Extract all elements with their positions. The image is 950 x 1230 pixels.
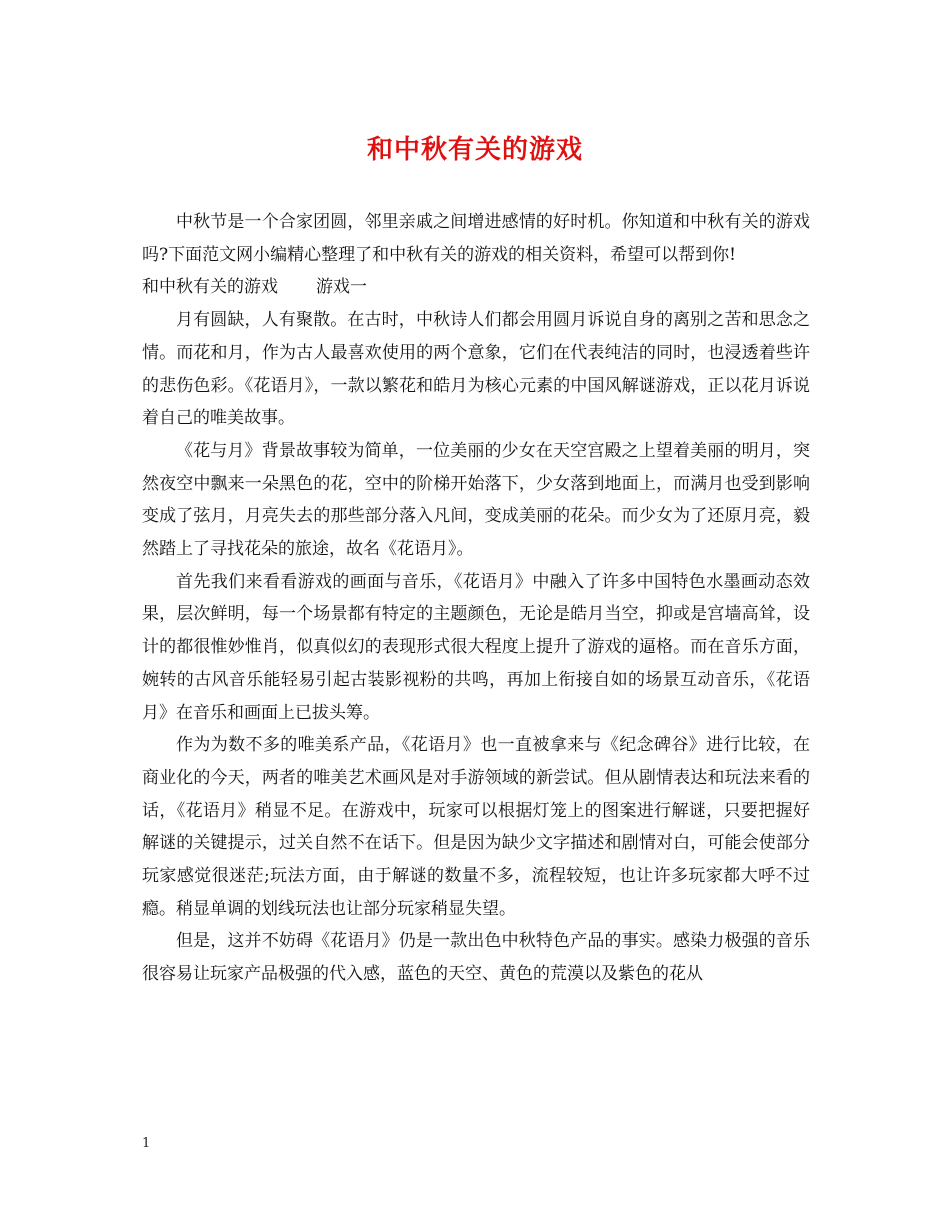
section-heading-title: 和中秋有关的游戏 xyxy=(142,277,278,298)
body-paragraph: 月有圆缺，人有聚散。在古时，中秋诗人们都会用圆月诉说自身的离别之苦和思念之情。而花和月，作为古人最喜欢使用的两个意象，它们在代表纯洁的同时，也浸透着些许的悲伤色彩。《花语月》，一款以繁花和皓月为核心元素的中国风解谜游戏，正以花月诉说着自己的唯美故事。 xyxy=(142,310,810,429)
body-paragraph: 但是，这并不妨碍《花语月》仍是一款出色中秋特色产品的事实。感染力极强的音乐很容易让玩家产品极强的代入感，蓝色的天空、黄色的荒漠以及紫色的花从 xyxy=(142,931,810,985)
document-body xyxy=(142,206,810,991)
page-number: 1 xyxy=(142,1136,151,1151)
body-paragraph: 《花与月》背景故事较为简单，一位美丽的少女在天空宫殿之上望着美丽的明月，突然夜空中飘来一朵黑色的花，空中的阶梯开始落下，少女落到地面上，而满月也受到影响变成了弦月，月亮失去的那些部分落入凡间，变成美丽的花朵。而少女为了还原月亮，毅然踏上了寻找花朵的旅途，故名《花语月》。 xyxy=(142,440,810,560)
body-paragraph: 作为为数不多的唯美系产品，《花语月》也一直被拿来与《纪念碑谷》进行比较，在商业化的今天，两者的唯美艺术画风是对手游领域的新尝试。但从剧情表达和玩法来看的话，《花语月》稍显不足。在游戏中，玩家可以根据灯笼上的图案进行解谜，只要把握好解谜的关键提示，过关自然不在话下。但是因为缺少文字描述和剧情对白，可能会使部分玩家感觉很迷茫;玩法方面，由于解谜的数量不多，流程较短，也让许多玩家都大呼不过瘾。稍显单调的划线玩法也让部分玩家稍显失望。 xyxy=(142,735,810,919)
section-heading-sub: 游戏一 xyxy=(316,277,367,298)
body-paragraph: 首先我们来看看游戏的画面与音乐，《花语月》中融入了许多中国特色水墨画动态效果，层次鲜明，每一个场景都有特定的主题颜色，无论是皓月当空，抑或是宫墙高耸，设计的都很惟妙惟肖，似真似幻的表现形式很大程度上提升了游戏的逼格。而在音乐方面，婉转的古风音乐能轻易引起古装影视粉的共鸣，再加上衔接自如的场景互动音乐，《花语月》在音乐和画面上已拔头筹。 xyxy=(142,571,810,723)
section-heading xyxy=(142,271,810,304)
document-title: 和中秋有关的游戏 xyxy=(366,135,583,165)
intro-paragraph: 中秋节是一个合家团圆，邻里亲戚之间增进感情的好时机。你知道和中秋有关的游戏吗?下面范文网小编精心整理了和中秋有关的游戏的相关资料，希望可以帮到你! xyxy=(142,212,810,265)
